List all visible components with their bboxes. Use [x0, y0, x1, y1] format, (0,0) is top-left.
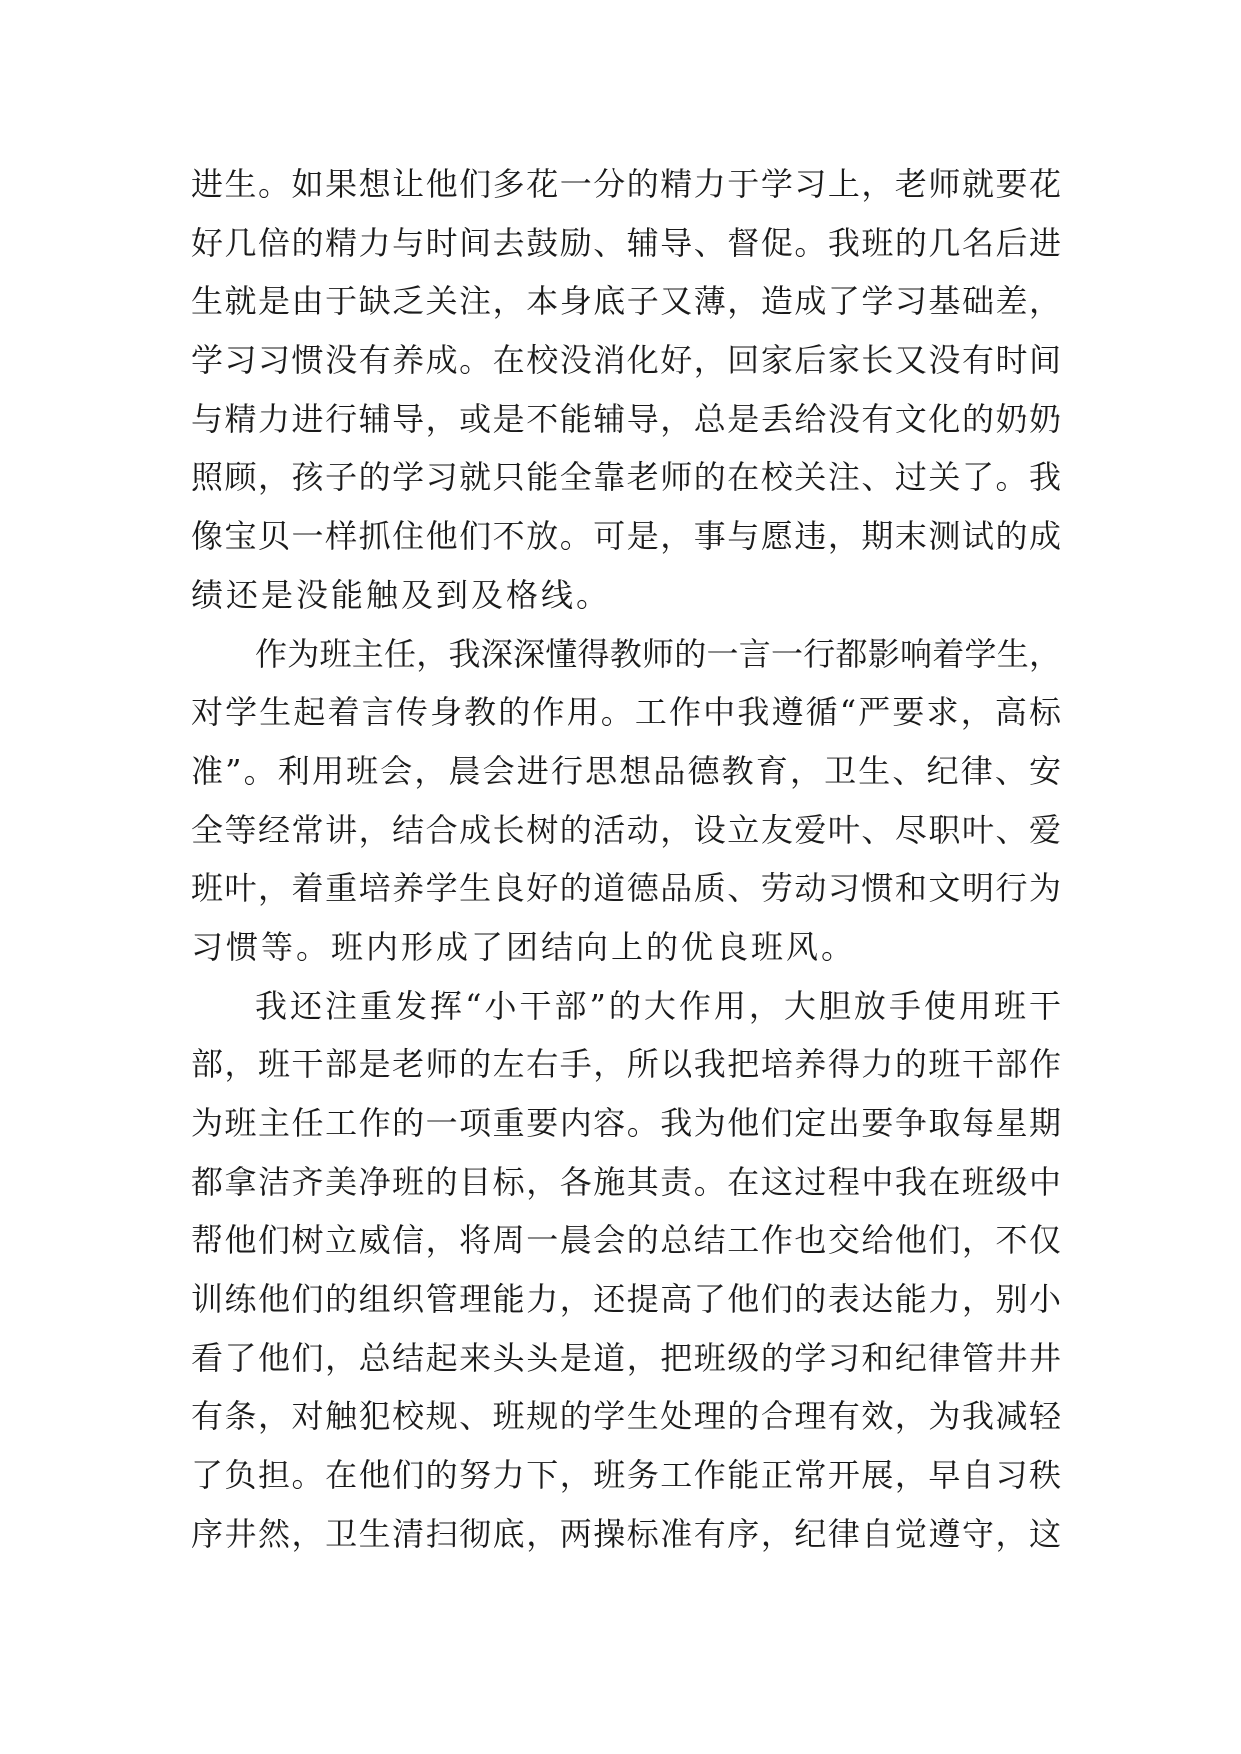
text-line: 对学生起着言传身教的作用。工作中我遵循“严要求，高标	[191, 693, 1061, 732]
text-line: 全等经常讲，结合成长树的活动，设立友爱叶、尽职叶、爱	[191, 810, 1061, 849]
text-line-last: 绩还是没能触及到及格线。	[191, 575, 612, 614]
text-line: 看了他们，总结起来头头是道，把班级的学习和纪律管井井	[191, 1338, 1061, 1377]
text-line: 进生。如果想让他们多花一分的精力于学习上，老师就要花	[191, 165, 1061, 203]
text-line: 训练他们的组织管理能力，还提高了他们的表达能力，别小	[191, 1280, 1061, 1319]
text-line: 与精力进行辅导，或是不能辅导，总是丢给没有文化的奶奶	[191, 399, 1061, 438]
paragraph-1	[191, 155, 1061, 625]
text-line-indented: 作为班主任，我深深懂得教师的一言一行都影响着学生，	[255, 634, 1061, 673]
text-line: 都拿洁齐美净班的目标，各施其责。在这过程中我在班级中	[191, 1162, 1061, 1201]
text-line: 部，班干部是老师的左右手，所以我把培养得力的班干部作	[191, 1045, 1061, 1084]
text-line: 有条，对触犯校规、班规的学生处理的合理有效，为我减轻	[191, 1397, 1061, 1436]
paragraph-3	[191, 977, 1061, 1564]
text-line: 帮他们树立威信，将周一晨会的总结工作也交给他们，不仅	[191, 1221, 1061, 1260]
paragraph-2	[191, 625, 1061, 977]
text-line: 学习习惯没有养成。在校没消化好，回家后家长又没有时间	[191, 341, 1061, 380]
text-line-indented: 我还注重发挥“小干部”的大作用，大胆放手使用班干	[255, 986, 1061, 1025]
text-line: 准”。利用班会，晨会进行思想品德教育，卫生、纪律、安	[191, 751, 1061, 790]
text-line: 班叶，着重培养学生良好的道德品质、劳动习惯和文明行为	[191, 869, 1061, 908]
text-line: 序井然，卫生清扫彻底，两操标准有序，纪律自觉遵守，这	[191, 1514, 1061, 1553]
text-line: 为班主任工作的一项重要内容。我为他们定出要争取每星期	[191, 1104, 1061, 1142]
text-line: 好几倍的精力与时间去鼓励、辅导、督促。我班的几名后进	[191, 223, 1061, 262]
text-line: 生就是由于缺乏关注，本身底子又薄，造成了学习基础差，	[191, 282, 1061, 321]
body-text	[191, 155, 1061, 1564]
text-line-last: 习惯等。班内形成了团结向上的优良班风。	[191, 927, 857, 966]
text-line: 了负担。在他们的努力下，班务工作能正常开展，早自习秩	[191, 1456, 1061, 1495]
text-line: 像宝贝一样抓住他们不放。可是，事与愿违，期末测试的成	[191, 517, 1061, 556]
text-line: 照顾，孩子的学习就只能全靠老师的在校关注、过关了。我	[191, 458, 1061, 497]
